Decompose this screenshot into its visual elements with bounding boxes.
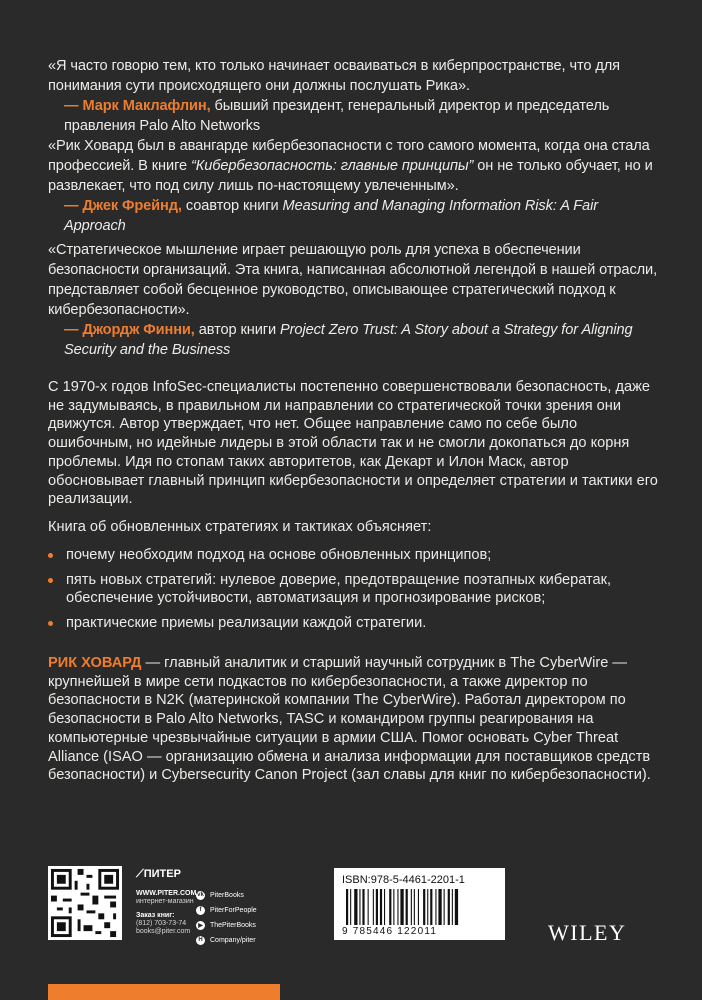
author-bio-text: — главный аналитик и старший научный сотрудник в The CyberWire — крупнейшей в мире сети подкастов по кибербезопасности, а также директор по безопасности в N2K (материнской компании The CyberWire). Работал директором по безопасности в Palo Alto Networks, TASC и командиром группы реагирования на компьютерные чрезвычайные ситуации в армии США. Помог основать Cyber Threat Alliance (ISAO — организацию обмена и анализа информации для поставщиков средств безопасности) и Cybersecurity Canon Project (зал славы для книг по кибербезопасности). <box>48 655 651 784</box>
wiley-logo: WILEY <box>548 920 627 945</box>
book-title: “Кибербезопасность: главные принципы” <box>190 158 474 174</box>
bullet-icon <box>48 553 53 558</box>
publisher-site: WWW.PITER.COM интернет-магазин <box>136 890 197 905</box>
habr-icon: H <box>196 936 205 945</box>
quote-text: «Я часто говорю тем, кто только начинает осваиваться в киберпространстве, что для понимания сути происходящего они должны послушать Рика». <box>48 58 620 94</box>
accent-bar <box>48 984 280 1000</box>
quote-role-book: Measuring and Managing Information Risk: A Fair Approach <box>64 198 598 234</box>
book-description: С 1970-х годов InfoSec-специалисты постепенно совершенствовали безопасность, даже не задумываясь, в правильном ли направлении со стратегической точки зрения они движутся. Автор утверждает, что нет. Общее направление само по себе было ошибочным, но идейные лидеры в этой области так и не смогли докопаться до корня проблемы. Идя по стопам таких авторитетов, как Декарт и Илон Маск, автор обосновывает главный принцип кибербезопасности и определяет стратегии и тактики его реализации. <box>48 379 658 508</box>
bullet-list <box>48 546 668 639</box>
quote-attribution: — Джордж Финни, автор книги Project Zero Trust: A Story about a Strategy for Aligning Security and the Business <box>64 322 633 358</box>
quote-attribution: — Марк Маклафлин, бывший президент, генеральный директор и председатель правления Palo Alto Networks <box>64 98 610 134</box>
explains-intro: Книга об обновленных стратегиях и тактиках объясняет: <box>48 519 432 535</box>
list-item: пять новых стратегий: нулевое доверие, предотвращение поэтапных кибератак, обеспечение устойчивости, автоматизация и прогнозирование рисков; <box>48 571 668 608</box>
quote-mcloughlin <box>48 56 658 136</box>
publisher-order: Заказ книг: (812) 703-73-74 books@piter.com <box>136 912 191 935</box>
quote-author: Джек Фрейнд, <box>82 198 182 214</box>
quote-freund <box>48 136 658 236</box>
publisher-logo: ⟋ПИТЕР <box>136 868 181 880</box>
facebook-icon: f <box>196 906 205 915</box>
quote-text: «Стратегическое мышление играет решающую роль для успеха в обеспечении безопасности организаций. Эта книга, написанная абсолютной легендой в нашей отрасли, представляет собой бесценное руководство, описывающее стратегический подход к кибербезопасности». <box>48 242 658 318</box>
qr-code <box>48 866 122 940</box>
piter-logo-icon: ⟋ <box>136 868 144 880</box>
list-item: почему необходим подход на основе обновленных принципов; <box>48 546 668 565</box>
quote-text: «Рик Ховард был в авангарде кибербезопасности с того самого момента, когда она стала профессией. В книге “Кибербезопасность: главные принципы” он не только обучает, но и развлекает, что под силу лишь по-настоящему увлеченным». <box>48 138 653 194</box>
quote-role: автор книги <box>198 322 277 338</box>
social-links <box>196 888 257 948</box>
isbn-barcode <box>334 868 505 940</box>
quote-attribution: — Джек Фрейнд, соавтор книги Measuring and Managing Information Risk: A Fair Approach <box>64 198 598 234</box>
isbn-number: 9 785446 122011 <box>342 926 438 937</box>
bullet-icon <box>48 621 53 626</box>
social-link-habr[interactable]: H Company/piter <box>196 933 257 947</box>
youtube-icon: ▶ <box>196 921 205 930</box>
qr-code-icon <box>48 866 122 940</box>
social-link-vk[interactable]: vk PiterBooks <box>197 891 244 899</box>
quote-author: Джордж Финни, <box>82 322 195 338</box>
quote-finney <box>48 240 658 360</box>
quote-role: соавтор книги <box>185 198 279 214</box>
quote-author: Марк Маклафлин, <box>82 98 211 114</box>
bullet-icon <box>48 578 53 583</box>
social-link-youtube[interactable]: ▶ ThePiterBooks <box>196 918 257 932</box>
isbn-label: ISBN:978-5-4461-2201-1 <box>342 874 465 886</box>
quote-role-book: Project Zero Trust: A Story about a Strategy for Aligning Security and the Business <box>64 322 633 358</box>
list-item: практические приемы реализации каждой стратегии. <box>48 614 668 633</box>
barcode-icon <box>342 889 497 925</box>
vk-icon: vk <box>197 892 204 898</box>
author-bio <box>48 654 658 785</box>
quote-role: бывший президент, генеральный директор и председатель правления Palo Alto Networks <box>64 98 610 134</box>
social-link-facebook[interactable]: f PiterForPeople <box>196 903 257 917</box>
author-name: РИК ХОВАРД <box>48 655 142 671</box>
